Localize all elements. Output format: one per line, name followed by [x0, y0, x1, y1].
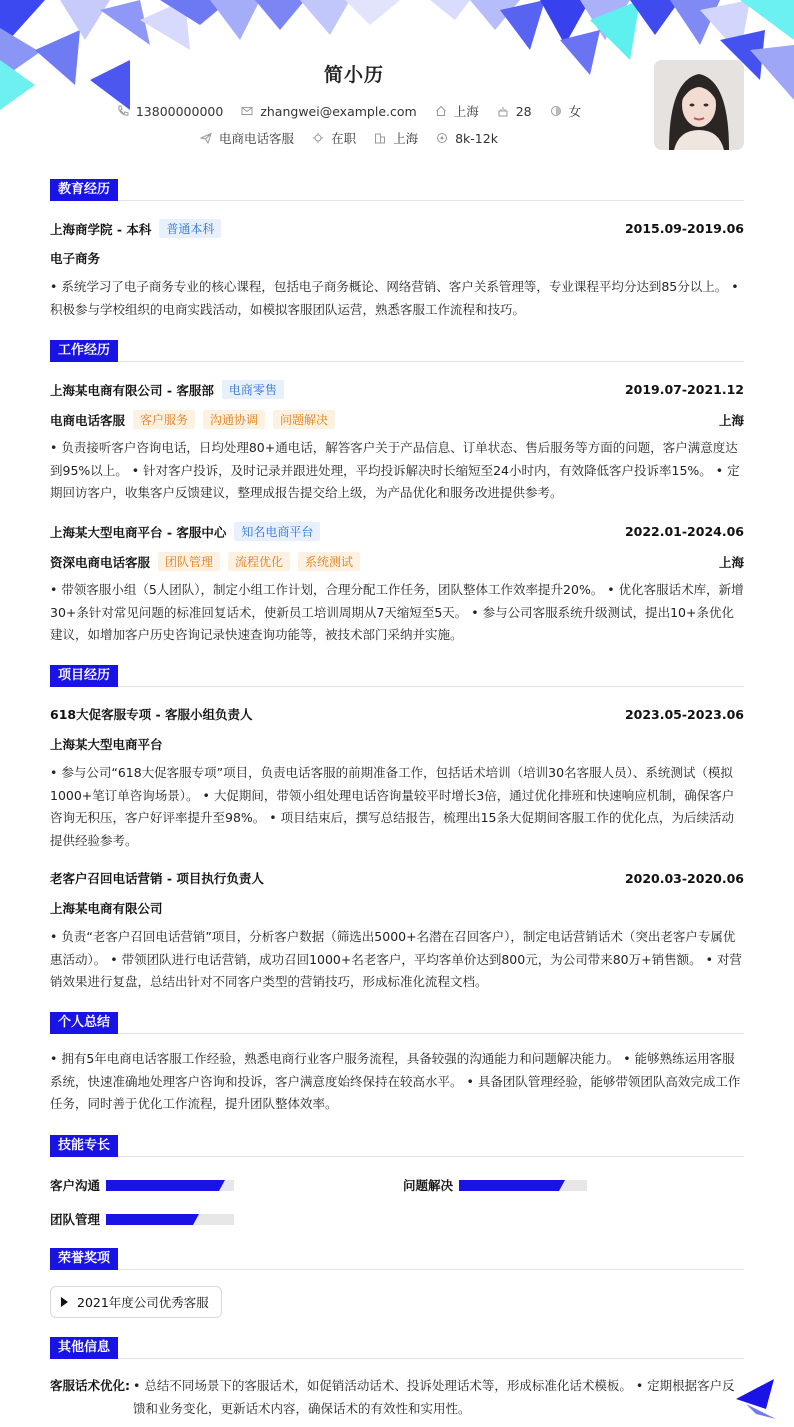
section-other-header	[50, 1336, 744, 1359]
job-intent-row	[0, 129, 698, 147]
status-icon	[312, 132, 324, 144]
section-summary-title: 个人总结	[50, 1012, 118, 1034]
skill-name: 团队管理	[50, 1212, 101, 1227]
contact-row	[0, 102, 698, 120]
skill-tag: 团队管理	[158, 552, 220, 571]
salary-item	[436, 131, 498, 146]
gender-text: 女	[568, 104, 582, 119]
project-org: 上海某电商有限公司	[50, 901, 163, 916]
education-major-row	[50, 249, 744, 267]
city-item	[435, 102, 479, 120]
work-entry-header	[50, 522, 744, 541]
project-entry-header	[50, 869, 744, 887]
gender-icon	[550, 105, 562, 117]
section-work-title: 工作经历	[50, 340, 118, 362]
salary-icon	[436, 132, 448, 144]
summary-text: • 拥有5年电商电话客服工作经验，熟悉电商行业客户服务流程，具备较强的沟通能力和问题解决能力。 • 能够熟练运用客服系统，快速准确地处理客户咨询和投诉，客户满意度始终保持在较高水平。 • 具备团队管理经验，能够带领团队高效完成工作任务，同时善于优化工作流程，提升团队整体效率。	[50, 1051, 741, 1112]
work-description: • 负责接听客户咨询电话，日均处理80+通电话，解答客户关于产品信息、订单状态、售后服务等方面的问题，客户满意度达到95%以上。 • 针对客户投诉，及时记录并跟进处理，平均投诉解决时长缩短至24小时内，有效降低客户投诉率15%。 • 定期回访客户，收集客户反馈建议，整理成报告提交给上级，为产品优化和服务改进提供参考。	[50, 440, 740, 501]
target-city-text: 上海	[393, 131, 419, 146]
project-date: 2023.05-2023.06	[624, 706, 744, 722]
gender-item	[550, 102, 582, 120]
section-other-title: 其他信息	[50, 1337, 118, 1359]
job-target-item	[200, 129, 294, 147]
company-name: 上海某大型电商平台 - 客服中心	[50, 524, 227, 540]
other-label: 客服话术优化:	[50, 1378, 130, 1393]
cake-icon	[497, 105, 509, 117]
education-date: 2015.09-2019.06	[624, 221, 744, 236]
work-city: 上海	[718, 554, 744, 570]
project-date: 2020.03-2020.06	[624, 870, 744, 886]
skill-tag: 沟通协调	[203, 410, 265, 429]
company-name: 上海某电商有限公司 - 客服部	[50, 382, 214, 398]
project-org-row	[50, 735, 744, 753]
skill-tag: 流程优化	[228, 552, 290, 571]
company-tag: 电商零售	[222, 380, 284, 399]
skill-item	[50, 1210, 234, 1228]
work-position-row	[50, 552, 744, 571]
age-item	[497, 104, 532, 119]
project-title: 618大促客服专项 - 客服小组负责人	[50, 707, 253, 722]
skill-bar-fill	[106, 1214, 193, 1225]
skill-tag: 系统测试	[298, 552, 360, 571]
school-name: 上海商学院 - 本科	[50, 221, 152, 237]
section-skills-header	[50, 1134, 744, 1157]
work-entry-header	[50, 380, 744, 399]
section-work-header	[50, 339, 744, 362]
email-text: zhangwei@example.com	[260, 103, 417, 119]
section-summary-header	[50, 1011, 744, 1034]
work-date: 2019.07-2021.12	[624, 382, 744, 397]
age-text: 28	[515, 103, 532, 119]
skill-item	[403, 1176, 587, 1194]
section-awards-header	[50, 1247, 744, 1270]
work-position-row	[50, 410, 744, 429]
award-text: 2021年度公司优秀客服	[77, 1295, 209, 1310]
email-item	[241, 104, 416, 119]
skill-bar-fill	[459, 1180, 559, 1191]
project-entry-header	[50, 705, 744, 723]
section-projects-header	[50, 664, 744, 687]
position-name: 电商电话客服	[50, 412, 126, 428]
status-text: 在职	[331, 131, 357, 146]
skill-bar	[106, 1180, 234, 1191]
skill-tag: 问题解决	[273, 410, 335, 429]
section-awards-title: 荣誉奖项	[50, 1248, 118, 1270]
section-education-title: 教育经历	[50, 179, 118, 201]
phone-item	[117, 104, 223, 119]
building-icon	[374, 132, 386, 144]
job-target-text: 电商电话客服	[219, 131, 295, 146]
company-tag: 知名电商平台	[234, 522, 320, 541]
project-org-row	[50, 899, 744, 917]
project-description: • 参与公司“618大促客服专项”项目，负责电话客服的前期准备工作，包括话术培训（培训30名客服人员）、系统测试（模拟1000+笔订单咨询场景）。 • 大促期间，带领小组处理电话咨询量较平时增长3倍，通过优化排班和快速响应机制，确保客户咨询无积压，客户好评率提升至98%。 • 项目结束后，撰写总结报告，梳理出15条大促期间客服工作的优化点，为后续活动提供经验参考。	[50, 765, 735, 849]
education-entry-header	[50, 219, 744, 238]
triangle-right-icon	[61, 1297, 68, 1307]
avatar-photo	[654, 60, 744, 150]
section-skills-title: 技能专长	[50, 1135, 118, 1157]
section-education-header	[50, 178, 744, 201]
skill-name: 问题解决	[403, 1178, 454, 1193]
work-date: 2022.01-2024.06	[624, 524, 744, 539]
project-description: • 负责“老客户召回电话营销”项目，分析客户数据（筛选出5000+名潜在召回客户），制定电话营销话术（突出老客户专属优惠活动）。 • 带领团队进行电话营销，成功召回1000+名老客户，平均客单价达到800元，为公司带来80万+销售额。 • 对营销效果进行复盘，总结出针对不同客户类型的营销技巧，形成标准化流程文档。	[50, 929, 742, 990]
education-description: • 系统学习了电子商务专业的核心课程，包括电子商务概论、网络营销、客户关系管理等，专业课程平均分达到85分以上。 • 积极参与学校组织的电商实践活动，如模拟客服团队运营，熟悉客服工作流程和技巧。	[50, 279, 739, 317]
skill-bar	[459, 1180, 587, 1191]
salary-text: 8k-12k	[455, 130, 498, 146]
project-org: 上海某大型电商平台	[50, 737, 163, 752]
project-title: 老客户召回电话营销 - 项目执行负责人	[50, 871, 264, 886]
city-text: 上海	[453, 104, 479, 119]
skill-name: 客户沟通	[50, 1178, 101, 1193]
other-text: • 总结不同场景下的客服话术，如促销活动话术、投诉处理话术等，形成标准化话术模板。 • 定期根据客户反馈和业务变化，更新话术内容，确保话术的有效性和实用性。	[133, 1378, 735, 1416]
target-city-item	[374, 129, 418, 147]
position-name: 资深电商电话客服	[50, 554, 151, 570]
skill-bar	[106, 1214, 234, 1225]
status-item	[312, 129, 356, 147]
mail-icon	[241, 105, 253, 117]
phone-icon	[117, 105, 129, 117]
skill-bar-fill	[106, 1180, 219, 1191]
award-item[interactable]	[50, 1286, 222, 1318]
skill-tag: 客户服务	[133, 410, 195, 429]
candidate-name: 简小历	[323, 64, 384, 86]
work-description: • 带领客服小组（5人团队），制定小组工作计划，合理分配工作任务，团队整体工作效率提升20%。 • 优化客服话术库，新增30+条针对常见问题的标准回复话术，使新员工培训周期从7天缩短至5天。 • 参与公司客服系统升级测试，提出10+条优化建议，如增加客户历史咨询记录快速查询功能等，被技术部门采纳并实施。	[50, 582, 744, 643]
section-projects-title: 项目经历	[50, 665, 118, 687]
send-icon	[200, 132, 212, 144]
home-icon	[435, 105, 447, 117]
education-major: 电子商务	[50, 251, 101, 266]
school-tag: 普通本科	[159, 219, 221, 238]
work-city: 上海	[718, 412, 744, 428]
phone-text: 13800000000	[135, 103, 224, 119]
skill-item	[50, 1176, 234, 1194]
